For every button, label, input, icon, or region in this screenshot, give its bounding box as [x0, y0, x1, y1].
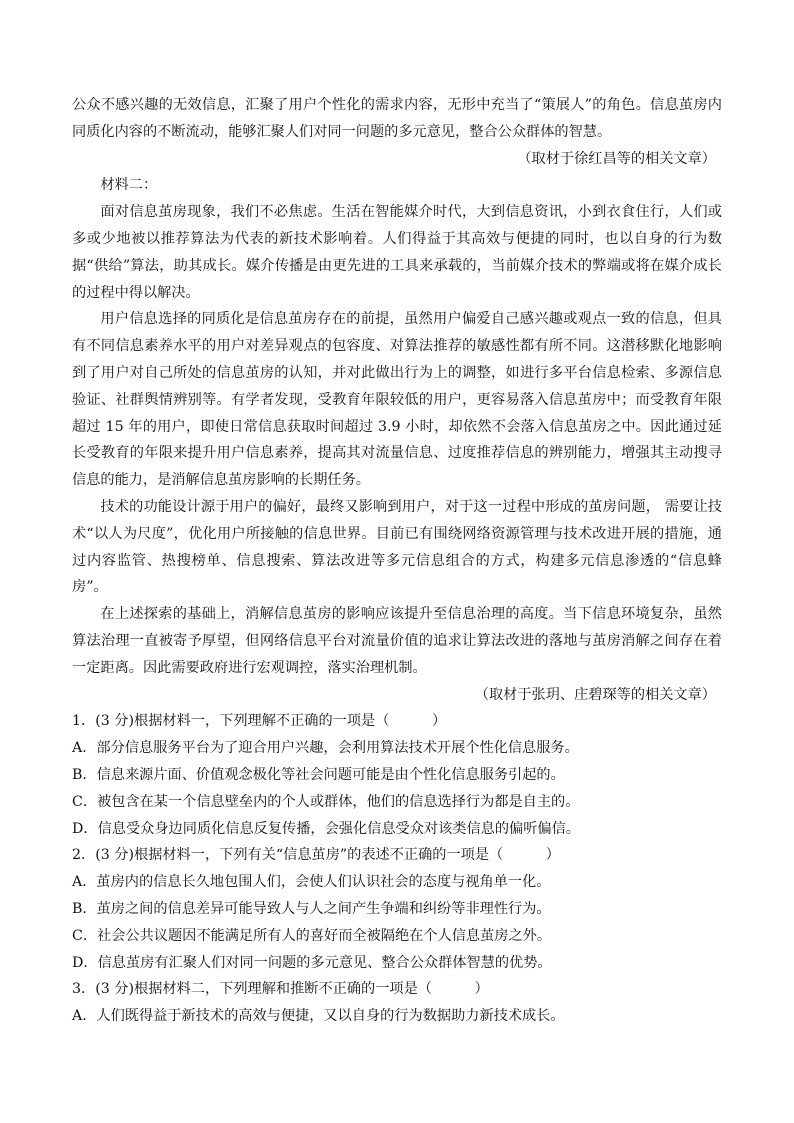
option-d: D．信息受众身边同质化信息反复传播，会强化信息受众对该类信息的偏听偏信。 [72, 820, 580, 837]
question-stem: 3．(3 分)根据材料二，下列理解和推断不正确的一项是（ ） [72, 981, 489, 998]
option-d: D．信息茧房有汇聚人们对同一问题的多元意见、整合公众群体智慧的优势。 [72, 954, 552, 971]
option-c: C．社会公共议题因不能满足所有人的喜好而全被隔绝在个人信息茧房之外。 [72, 927, 552, 944]
option-b: B．信息来源片面、价值观念极化等社会问题可能是由个性化信息服务引起的。 [72, 766, 565, 783]
document-page [72, 92, 722, 1030]
material2-paragraph-4: 在上述探索的基础上，消解信息茧房的影响应该提升至信息治理的高度。当下信息环境复杂，虽然算法治理一直被寄予厚望，但网络信息平台对流量价值的追求让算法改进的落地与茧房消解之间存在着一定距离。因此需要政府进行宏观调控，落实治理机制。 [72, 606, 722, 676]
material2-source: （取材于张玥、庄碧琛等的相关文章） [474, 686, 716, 703]
material2-heading: 材料二： [100, 177, 158, 194]
option-c: C．被包含在某一个信息壁垒内的个人或群体，他们的信息选择行为都是自主的。 [72, 793, 580, 810]
option-b: B．茧房之间的信息差异可能导致人与人之间产生争端和纠纷等非理性行为。 [72, 900, 551, 917]
material1-source: （取材于徐红昌等的相关文章） [517, 150, 716, 167]
question-1 [72, 708, 722, 842]
material2-paragraph-1: 面对信息茧房现象，我们不必焦虑。生活在智能媒介时代，大到信息资讯，小到衣食住行，人们或多或少地被以推荐算法为代表的新技术影响着。人们得益于其高效与便捷的同时，也以自身的行为数据“供给”算法，助其成长。媒介传播是由更先进的工具来承载的，当前媒介技术的弊端或将在媒介成长的过程中得以解决。 [72, 204, 722, 301]
question-3 [72, 976, 722, 1030]
option-a: A．人们既得益于新技术的高效与便捷，又以自身的行为数据助力新技术成长。 [72, 1008, 565, 1025]
material1-tail-paragraph: 公众不感兴趣的无效信息，汇聚了用户个性化的需求内容，无形中充当了“策展人”的角色。信息茧房内同质化内容的不断流动，能够汇聚人们对同一问题的多元意见，整合公众群体的智慧。 [72, 97, 722, 140]
question-stem: 1．(3 分)根据材料一，下列理解不正确的一项是（ ） [72, 713, 447, 730]
material2-paragraph-3: 技术的功能设计源于用户的偏好，最终又影响到用户，对于这一过程中形成的茧房问题， 需要让技术“以人为尺度”，优化用户所接触的信息世界。目前已有围绕网络资源管理与技术改进开展的措施，通过内容监管、热搜榜单、信息搜索、算法改进等多元信息组合的方式，构建多元信息渗透的“信息蜂房”。 [72, 498, 722, 596]
question-2 [72, 842, 722, 976]
question-stem: 2．(3 分)根据材料一，下列有关“信息茧房”的表述不正确的一项是（ ） [72, 847, 560, 864]
material2-paragraph-2: 用户信息选择的同质化是信息茧房存在的前提，虽然用户偏爱自己感兴趣或观点一致的信息，但具有不同信息素养水平的用户对差异观点的包容度、对算法推荐的敏感性都有所不同。这潜移默化地影响到了用户对自己所处的信息茧房的认知，并对此做出行为上的调整，如进行多平台信息检索、多源信息验证、社群舆情辨别等。有学者发现，受教育年限较低的用户，更容易落入信息茧房中；而受教育年限超过 15 年的用户，即使日常信息获取时间超过 3.9 小时，却依然不会落入信息茧房之中。因此通过延长受教育的年限来提升用户信息素养，提高其对流量信息、过度推荐信息的辨别能力，增强其主动搜寻信息的能力，是消解信息茧房影响的长期任务。 [72, 311, 722, 489]
option-a: A．茧房内的信息长久地包围人们，会使人们认识社会的态度与视角单一化。 [72, 874, 551, 891]
option-a: A．部分信息服务平台为了迎合用户兴趣，会利用算法技术开展个性化信息服务。 [72, 740, 579, 757]
